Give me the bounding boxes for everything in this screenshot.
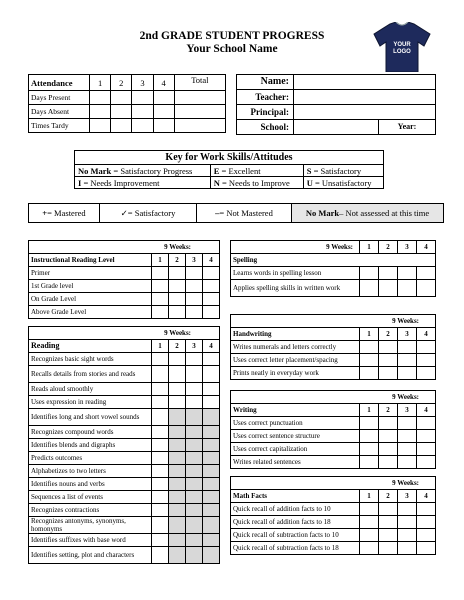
grade-cell[interactable] <box>398 443 417 456</box>
skill-label: Identifies setting, plot and characters <box>29 547 152 564</box>
grade-cell[interactable] <box>169 306 186 319</box>
key-item: N = Needs to Improve <box>210 177 303 189</box>
skill-label: Uses expression in reading <box>29 396 152 409</box>
skill-label: On Grade Level <box>29 293 152 306</box>
section-heading: Instructional Reading Level <box>29 254 152 267</box>
grade-cell[interactable] <box>152 478 169 491</box>
skill-row <box>29 504 220 517</box>
quarter-header: 4 <box>417 241 436 254</box>
quarter-header: 2 <box>379 328 398 341</box>
attendance-col-2: 2 <box>111 75 132 91</box>
name-label: Name: <box>237 75 294 90</box>
attendance-heading: Attendance <box>29 75 90 91</box>
key-item: U = Unsatisfactory <box>303 177 383 189</box>
grade-cell[interactable] <box>169 409 186 426</box>
grade-cell[interactable] <box>152 534 169 547</box>
grade-cell[interactable] <box>169 534 186 547</box>
grade-cell[interactable] <box>379 354 398 367</box>
grade-cell[interactable] <box>417 267 436 280</box>
grade-cell[interactable] <box>186 517 203 534</box>
skill-label: Predicts outcomes <box>29 452 152 465</box>
grade-cell[interactable] <box>186 383 203 396</box>
skill-row <box>29 465 220 478</box>
section-heading: Math Facts <box>231 490 360 503</box>
grade-cell[interactable] <box>186 306 203 319</box>
grade-cell[interactable] <box>169 517 186 534</box>
grade-cell[interactable] <box>186 280 203 293</box>
attendance-cell[interactable] <box>132 119 153 133</box>
skill-label: Recognizes compound words <box>29 426 152 439</box>
section-heading: Writing <box>231 404 360 417</box>
skill-label: Writes numerals and letters correctly <box>231 341 360 354</box>
quarter-header: 2 <box>379 241 398 254</box>
grade-cell[interactable] <box>398 503 417 516</box>
grade-cell[interactable] <box>152 280 169 293</box>
school-name: Your School Name <box>186 43 278 55</box>
grade-cell[interactable] <box>152 465 169 478</box>
page-title: 2nd GRADE STUDENT PROGRESS <box>139 30 325 42</box>
grade-cell[interactable] <box>203 439 220 452</box>
grade-cell[interactable] <box>398 542 417 555</box>
grade-cell[interactable] <box>186 409 203 426</box>
grade-cell[interactable] <box>152 353 169 366</box>
attendance-table <box>28 74 226 133</box>
attendance-col-1: 1 <box>90 75 111 91</box>
grade-cell[interactable] <box>417 341 436 354</box>
grade-cell[interactable] <box>152 383 169 396</box>
quarter-header: 3 <box>398 328 417 341</box>
attendance-cell[interactable] <box>132 105 153 119</box>
grade-cell[interactable] <box>417 529 436 542</box>
skill-row <box>231 542 436 555</box>
skill-row <box>29 439 220 452</box>
skill-label: Above Grade Level <box>29 306 152 319</box>
quarter-header: 1 <box>360 241 379 254</box>
attendance-row-label: Days Present <box>29 91 90 105</box>
skill-label: Recognizes antonyms, synonyms, homonyms <box>29 517 152 534</box>
quarter-header: 3 <box>186 254 203 267</box>
legend-satisfactory: ✓ = Satisfactory <box>100 204 197 222</box>
grade-cell[interactable] <box>203 306 220 319</box>
grade-cell[interactable] <box>398 367 417 380</box>
attendance-cell[interactable] <box>174 119 225 133</box>
skill-label: Uses correct sentence structure <box>231 430 360 443</box>
skill-row <box>231 267 436 280</box>
grade-cell[interactable] <box>379 280 398 297</box>
quarter-header: 3 <box>398 404 417 417</box>
quarter-header: 4 <box>203 340 220 353</box>
skill-row <box>231 354 436 367</box>
quarter-header: 1 <box>152 254 169 267</box>
skill-row <box>231 367 436 380</box>
grade-cell[interactable] <box>152 504 169 517</box>
skill-label: Quick recall of addition facts to 10 <box>231 503 360 516</box>
checkmark-icon: ✓ <box>120 207 128 218</box>
skill-row <box>29 491 220 504</box>
quarter-header: 2 <box>379 404 398 417</box>
grade-cell[interactable] <box>417 542 436 555</box>
grade-cell[interactable] <box>417 354 436 367</box>
attendance-row-label: Times Tardy <box>29 119 90 133</box>
grade-cell[interactable] <box>169 280 186 293</box>
attendance-row-label: Days Absent <box>29 105 90 119</box>
skill-row <box>29 426 220 439</box>
skill-label: 1st Grade level <box>29 280 152 293</box>
grade-cell[interactable] <box>169 267 186 280</box>
skill-label: Uses correct capitalization <box>231 443 360 456</box>
grade-cell[interactable] <box>186 353 203 366</box>
grade-cell[interactable] <box>186 439 203 452</box>
weeks-label: 9 Weeks: <box>29 327 220 340</box>
grade-cell[interactable] <box>186 267 203 280</box>
skill-row <box>29 534 220 547</box>
school-label: School: <box>237 120 294 135</box>
grade-cell[interactable] <box>186 426 203 439</box>
skill-label: Identifies blends and digraphs <box>29 439 152 452</box>
grade-cell[interactable] <box>152 517 169 534</box>
grade-cell[interactable] <box>169 426 186 439</box>
skill-label: Writes related sentences <box>231 456 360 469</box>
grade-cell[interactable] <box>203 491 220 504</box>
grade-cell[interactable] <box>152 452 169 465</box>
section-heading: Handwriting <box>231 328 360 341</box>
skill-row <box>29 452 220 465</box>
grade-cell[interactable] <box>152 267 169 280</box>
attendance-cell[interactable] <box>90 119 111 133</box>
grade-cell[interactable] <box>203 267 220 280</box>
attendance-col-4: 4 <box>153 75 174 91</box>
attendance-cell[interactable] <box>111 105 132 119</box>
grade-cell[interactable] <box>398 354 417 367</box>
grade-cell[interactable] <box>186 293 203 306</box>
grade-cell[interactable] <box>203 547 220 564</box>
grade-cell[interactable] <box>203 452 220 465</box>
grade-cell[interactable] <box>360 503 379 516</box>
grade-cell[interactable] <box>417 280 436 297</box>
grade-cell[interactable] <box>360 542 379 555</box>
grade-cell[interactable] <box>398 529 417 542</box>
skill-label: Uses correct letter placement/spacing <box>231 354 360 367</box>
principal-label: Principal: <box>237 105 294 120</box>
grade-cell[interactable] <box>203 383 220 396</box>
grade-cell[interactable] <box>360 430 379 443</box>
handwriting-table <box>230 314 436 380</box>
grade-cell[interactable] <box>203 534 220 547</box>
grade-cell[interactable] <box>152 306 169 319</box>
skill-row <box>29 383 220 396</box>
skill-row <box>29 409 220 426</box>
key-item: I = Needs Improvement <box>75 177 211 189</box>
skill-row <box>231 341 436 354</box>
grade-cell[interactable] <box>360 341 379 354</box>
weeks-label: 9 Weeks: <box>231 315 436 328</box>
grade-cell[interactable] <box>186 547 203 564</box>
attendance-cell[interactable] <box>153 119 174 133</box>
skill-row <box>231 503 436 516</box>
grade-cell[interactable] <box>379 430 398 443</box>
skill-row <box>231 443 436 456</box>
skill-label: Sequences a list of events <box>29 491 152 504</box>
legend-not-mastered: – = Not Mastered <box>197 204 292 222</box>
grade-cell[interactable] <box>360 516 379 529</box>
grade-cell[interactable] <box>203 396 220 409</box>
skill-row <box>231 430 436 443</box>
attendance-cell[interactable] <box>132 91 153 105</box>
skill-label: Uses correct punctuation <box>231 417 360 430</box>
grade-cell[interactable] <box>152 491 169 504</box>
skill-row <box>231 516 436 529</box>
grade-cell[interactable] <box>379 341 398 354</box>
grade-cell[interactable] <box>398 456 417 469</box>
grade-cell[interactable] <box>169 366 186 383</box>
jersey-logo <box>372 22 432 72</box>
attendance-cell[interactable] <box>174 105 225 119</box>
grade-cell[interactable] <box>186 396 203 409</box>
weeks-label: 9 Weeks: <box>231 241 360 254</box>
quarter-header: 2 <box>169 254 186 267</box>
quarter-header: 3 <box>186 340 203 353</box>
grade-cell[interactable] <box>169 547 186 564</box>
grade-cell[interactable] <box>203 517 220 534</box>
skill-label: Alphabetizes to two letters <box>29 465 152 478</box>
attendance-cell[interactable] <box>153 105 174 119</box>
grade-cell[interactable] <box>417 503 436 516</box>
grade-cell[interactable] <box>203 366 220 383</box>
skill-row <box>29 478 220 491</box>
grade-cell[interactable] <box>152 366 169 383</box>
grade-cell[interactable] <box>417 417 436 430</box>
principal-field[interactable] <box>294 105 436 120</box>
legend-no-mark: No Mark – Not assessed at this time <box>292 204 443 222</box>
quarter-header: 1 <box>360 404 379 417</box>
skill-row <box>231 529 436 542</box>
quarter-header: 2 <box>379 490 398 503</box>
key-item: No Mark = Satisfactory Progress <box>75 165 211 177</box>
grade-cell[interactable] <box>417 456 436 469</box>
section-heading: Spelling <box>231 254 436 267</box>
writing-table <box>230 390 436 469</box>
grade-cell[interactable] <box>152 409 169 426</box>
grade-cell[interactable] <box>379 456 398 469</box>
skill-label: Identifies suffixes with base word <box>29 534 152 547</box>
grade-cell[interactable] <box>186 504 203 517</box>
grade-cell[interactable] <box>186 366 203 383</box>
grade-cell[interactable] <box>152 547 169 564</box>
mastery-legend <box>28 203 444 223</box>
skill-label: Quick recall of subtraction facts to 10 <box>231 529 360 542</box>
attendance-col-total: Total <box>174 75 225 91</box>
grade-cell[interactable] <box>417 430 436 443</box>
skill-label: Applies spelling skills in written work <box>231 280 360 297</box>
skill-label: Recalls details from stories and reads <box>29 366 152 383</box>
key-item: S = Satisfactory <box>303 165 383 177</box>
name-field[interactable] <box>294 75 436 90</box>
teacher-label: Teacher: <box>237 90 294 105</box>
attendance-cell[interactable] <box>90 91 111 105</box>
grade-cell[interactable] <box>379 417 398 430</box>
attendance-cell[interactable] <box>111 91 132 105</box>
instructional-reading-table <box>28 240 220 319</box>
quarter-header: 4 <box>203 254 220 267</box>
skill-row <box>231 280 436 297</box>
grade-cell[interactable] <box>398 516 417 529</box>
grade-cell[interactable] <box>203 504 220 517</box>
math-facts-table <box>230 476 436 555</box>
attendance-col-3: 3 <box>132 75 153 91</box>
grade-cell[interactable] <box>379 529 398 542</box>
grade-cell[interactable] <box>360 529 379 542</box>
grade-cell[interactable] <box>186 452 203 465</box>
grade-cell[interactable] <box>186 534 203 547</box>
weeks-label: 9 Weeks: <box>231 391 436 404</box>
grade-cell[interactable] <box>360 367 379 380</box>
grade-cell[interactable] <box>360 417 379 430</box>
weeks-label: 9 Weeks: <box>231 477 436 490</box>
teacher-field[interactable] <box>294 90 436 105</box>
grade-cell[interactable] <box>360 456 379 469</box>
grade-cell[interactable] <box>169 491 186 504</box>
grade-cell[interactable] <box>379 443 398 456</box>
grade-cell[interactable] <box>360 443 379 456</box>
skill-label: Recognizes contractions <box>29 504 152 517</box>
skill-label: Recognizes basic sight words <box>29 353 152 366</box>
quarter-header: 2 <box>169 340 186 353</box>
grade-cell[interactable] <box>360 267 379 280</box>
grade-cell[interactable] <box>379 367 398 380</box>
grade-cell[interactable] <box>398 267 417 280</box>
grade-cell[interactable] <box>417 516 436 529</box>
grade-cell[interactable] <box>169 383 186 396</box>
grade-cell[interactable] <box>203 353 220 366</box>
grade-cell[interactable] <box>169 293 186 306</box>
grade-cell[interactable] <box>379 503 398 516</box>
grade-cell[interactable] <box>152 396 169 409</box>
skill-row <box>29 547 220 564</box>
skill-row <box>29 366 220 383</box>
grade-cell[interactable] <box>169 478 186 491</box>
grade-cell[interactable] <box>169 452 186 465</box>
grade-cell[interactable] <box>152 293 169 306</box>
skill-row <box>29 396 220 409</box>
grade-cell[interactable] <box>203 293 220 306</box>
skill-label: Identifies long and short vowel sounds <box>29 409 152 426</box>
grade-cell[interactable] <box>398 417 417 430</box>
grade-cell[interactable] <box>203 478 220 491</box>
legend-mastered: + = Mastered <box>29 204 100 222</box>
jersey-text: YOUR LOGO <box>393 42 411 55</box>
quarter-header: 3 <box>398 490 417 503</box>
grade-cell[interactable] <box>398 341 417 354</box>
key-table <box>74 150 384 189</box>
skill-row <box>231 417 436 430</box>
grade-cell[interactable] <box>169 465 186 478</box>
quarter-header: 4 <box>417 404 436 417</box>
spelling-table <box>230 240 436 297</box>
grade-cell[interactable] <box>379 267 398 280</box>
skill-label: Reads aloud smoothly <box>29 383 152 396</box>
grade-cell[interactable] <box>203 426 220 439</box>
reading-table <box>28 326 220 564</box>
grade-cell[interactable] <box>152 439 169 452</box>
grade-cell[interactable] <box>398 280 417 297</box>
grade-cell[interactable] <box>169 439 186 452</box>
weeks-label: 9 Weeks: <box>29 241 220 254</box>
skill-label: Identifies nouns and verbs <box>29 478 152 491</box>
quarter-header: 4 <box>417 328 436 341</box>
grade-cell[interactable] <box>186 491 203 504</box>
skill-row <box>29 517 220 534</box>
grade-cell[interactable] <box>186 465 203 478</box>
skill-row <box>231 456 436 469</box>
grade-cell[interactable] <box>398 430 417 443</box>
grade-cell[interactable] <box>169 396 186 409</box>
quarter-header: 1 <box>360 328 379 341</box>
grade-cell[interactable] <box>203 280 220 293</box>
year-label[interactable]: Year: <box>379 120 436 135</box>
quarter-header: 1 <box>152 340 169 353</box>
student-info-table <box>236 74 436 135</box>
school-field[interactable] <box>294 120 379 135</box>
skill-label: Learns words in spelling lesson <box>231 267 360 280</box>
grade-cell[interactable] <box>169 504 186 517</box>
grade-cell[interactable] <box>379 516 398 529</box>
attendance-cell[interactable] <box>90 105 111 119</box>
grade-cell[interactable] <box>417 367 436 380</box>
quarter-header: 4 <box>417 490 436 503</box>
grade-cell[interactable] <box>360 354 379 367</box>
section-heading: Reading <box>29 340 152 353</box>
attendance-cell[interactable] <box>111 119 132 133</box>
grade-cell[interactable] <box>203 465 220 478</box>
skill-row <box>29 353 220 366</box>
skill-label: Quick recall of addition facts to 18 <box>231 516 360 529</box>
key-title: Key for Work Skills/Attitudes <box>75 151 384 165</box>
grade-cell[interactable] <box>379 542 398 555</box>
quarter-header: 3 <box>398 241 417 254</box>
grade-cell[interactable] <box>360 280 379 297</box>
grade-cell[interactable] <box>417 443 436 456</box>
attendance-cell[interactable] <box>174 91 225 105</box>
skill-label: Prints neatly in everyday work <box>231 367 360 380</box>
grade-cell[interactable] <box>186 478 203 491</box>
grade-cell[interactable] <box>203 409 220 426</box>
quarter-header: 1 <box>360 490 379 503</box>
skill-label: Primer <box>29 267 152 280</box>
key-item: E = Excellent <box>210 165 303 177</box>
attendance-cell[interactable] <box>153 91 174 105</box>
grade-cell[interactable] <box>152 426 169 439</box>
skill-label: Quick recall of subtraction facts to 18 <box>231 542 360 555</box>
grade-cell[interactable] <box>169 353 186 366</box>
